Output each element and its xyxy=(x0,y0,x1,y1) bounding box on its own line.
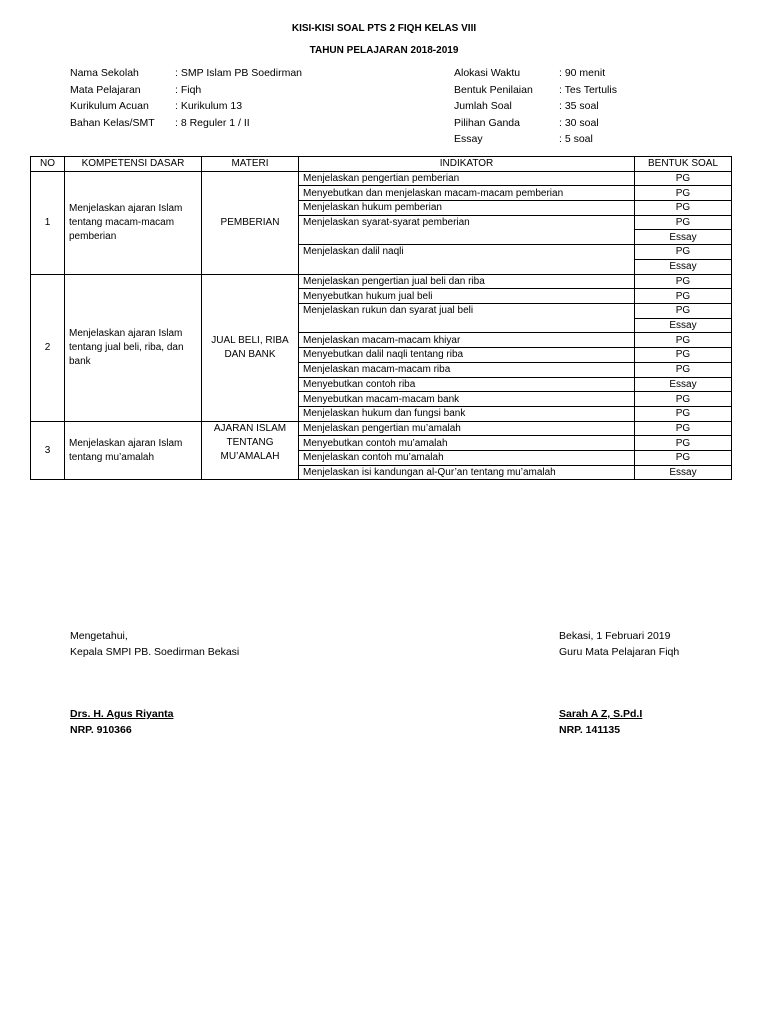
info-value: : 5 soal xyxy=(559,133,593,145)
indikator: Menyebutkan contoh riba xyxy=(299,377,635,392)
kompetensi-dasar: Menjelaskan ajaran Islam tentang jual beli, riba, dan bank xyxy=(65,274,202,421)
info-value: : Tes Tertulis xyxy=(559,83,617,96)
header-indikator: INDIKATOR xyxy=(299,157,635,172)
bentuk-soal: PG xyxy=(635,171,732,186)
header-no: NO xyxy=(31,157,65,172)
row-number: 1 xyxy=(31,171,65,274)
signature-date: Bekasi, 1 Februari 2019 xyxy=(559,630,671,642)
bentuk-soal: PG xyxy=(635,407,732,422)
indikator: Menjelaskan hukum dan fungsi bank xyxy=(299,407,635,422)
document-title: KISI-KISI SOAL PTS 2 FIQH KELAS VIII xyxy=(291,23,477,34)
kisi-kisi-table xyxy=(30,156,732,480)
materi: JUAL BELI, RIBA DAN BANK xyxy=(202,274,299,421)
info-label: Pilihan Ganda xyxy=(454,116,520,129)
indikator: Menjelaskan macam-macam khiyar xyxy=(299,333,635,348)
school-info xyxy=(70,65,302,131)
bentuk-soal: PG xyxy=(635,215,732,230)
bentuk-soal: PG xyxy=(635,436,732,451)
signature-teacher xyxy=(559,628,679,738)
indikator: Menjelaskan hukum pemberian xyxy=(299,201,635,216)
bentuk-soal: PG xyxy=(635,245,732,260)
materi: PEMBERIAN xyxy=(202,171,299,274)
info-row xyxy=(70,65,302,82)
info-row xyxy=(70,115,302,132)
kompetensi-dasar: Menjelaskan ajaran Islam tentang macam-macam pemberian xyxy=(65,171,202,274)
academic-year: TAHUN PELAJARAN 2018-2019 xyxy=(309,45,459,56)
info-value: : Kurikulum 13 xyxy=(175,100,243,112)
materi: AJARAN ISLAM TENTANG MU’AMALAH xyxy=(202,421,299,480)
bentuk-soal: Essay xyxy=(635,465,732,480)
info-label: Kurikulum Acuan xyxy=(70,100,149,112)
indikator: Menjelaskan pengertian mu’amalah xyxy=(299,421,635,436)
info-label: Bahan Kelas/SMT xyxy=(70,116,155,129)
bentuk-soal: PG xyxy=(635,201,732,216)
info-value: : 30 soal xyxy=(559,116,599,129)
info-row xyxy=(70,82,302,99)
info-label: Essay xyxy=(454,133,483,145)
table-row xyxy=(31,421,732,436)
bentuk-soal: Essay xyxy=(635,318,732,333)
bentuk-soal: PG xyxy=(635,421,732,436)
signature-role: Guru Mata Pelajaran Fiqh xyxy=(559,646,680,658)
bentuk-soal: Essay xyxy=(635,230,732,245)
bentuk-soal: PG xyxy=(635,333,732,348)
signatory-name: Drs. H. Agus Riyanta xyxy=(70,708,174,720)
indikator: Menyebutkan contoh mu’amalah xyxy=(299,436,635,451)
bentuk-soal: Essay xyxy=(635,259,732,274)
bentuk-soal: PG xyxy=(635,347,732,362)
indikator: Menyebutkan hukum jual beli xyxy=(299,289,635,304)
info-row xyxy=(454,131,617,148)
indikator: Menjelaskan rukun dan syarat jual beli xyxy=(299,303,635,332)
signature-role: Kepala SMPI PB. Soedirman Bekasi xyxy=(70,646,240,658)
header-kompetensi-dasar: KOMPETENSI DASAR xyxy=(65,157,202,172)
table-header-row xyxy=(31,157,732,172)
info-label: Mata Pelajaran xyxy=(70,83,141,96)
bentuk-soal: PG xyxy=(635,186,732,201)
info-value: : Fiqh xyxy=(175,83,202,96)
table-row xyxy=(31,171,732,186)
row-number: 2 xyxy=(31,274,65,421)
indikator: Menjelaskan syarat-syarat pemberian xyxy=(299,215,635,244)
info-row xyxy=(454,65,617,82)
indikator: Menjelaskan contoh mu’amalah xyxy=(299,451,635,466)
info-label: Alokasi Waktu xyxy=(454,67,521,79)
bentuk-soal: PG xyxy=(635,303,732,318)
kompetensi-dasar: Menjelaskan ajaran Islam tentang mu’amalah xyxy=(65,421,202,480)
bentuk-soal: PG xyxy=(635,451,732,466)
info-row xyxy=(454,82,617,99)
info-label: Bentuk Penilaian xyxy=(454,83,533,96)
info-row xyxy=(454,115,617,132)
indikator: Menjelaskan isi kandungan al-Qur’an tentang mu’amalah xyxy=(299,465,635,480)
bentuk-soal: PG xyxy=(635,392,732,407)
indikator: Menjelaskan macam-macam riba xyxy=(299,362,635,377)
info-value: : 35 soal xyxy=(559,100,599,112)
signatory-name: Sarah A Z, S.Pd.I xyxy=(559,708,643,720)
signature-caption: Mengetahui, xyxy=(70,630,128,642)
info-label: Nama Sekolah xyxy=(70,67,139,79)
header-materi: MATERI xyxy=(202,157,299,172)
info-value: : SMP Islam PB Soedirman xyxy=(175,67,303,79)
indikator: Menyebutkan macam-macam bank xyxy=(299,392,635,407)
indikator: Menjelaskan pengertian pemberian xyxy=(299,171,635,186)
signature-principal xyxy=(70,628,239,738)
table-row xyxy=(31,274,732,289)
info-value: : 90 menit xyxy=(559,67,606,79)
indikator: Menyebutkan dalil naqli tentang riba xyxy=(299,347,635,362)
indikator: Menjelaskan pengertian jual beli dan riba xyxy=(299,274,635,289)
bentuk-soal: Essay xyxy=(635,377,732,392)
signatory-nrp: NRP. 910366 xyxy=(70,724,132,736)
indikator: Menyebutkan dan menjelaskan macam-macam pemberian xyxy=(299,186,635,201)
header-bentuk-soal: BENTUK SOAL xyxy=(635,157,732,172)
info-row xyxy=(70,98,302,115)
bentuk-soal: PG xyxy=(635,274,732,289)
bentuk-soal: PG xyxy=(635,362,732,377)
indikator: Menjelaskan dalil naqli xyxy=(299,245,635,274)
bentuk-soal: PG xyxy=(635,289,732,304)
row-number: 3 xyxy=(31,421,65,480)
exam-info xyxy=(454,65,617,148)
signatory-nrp: NRP. 141135 xyxy=(559,724,621,736)
info-label: Jumlah Soal xyxy=(454,100,512,112)
info-value: : 8 Reguler 1 / II xyxy=(175,116,250,129)
info-row xyxy=(454,98,617,115)
